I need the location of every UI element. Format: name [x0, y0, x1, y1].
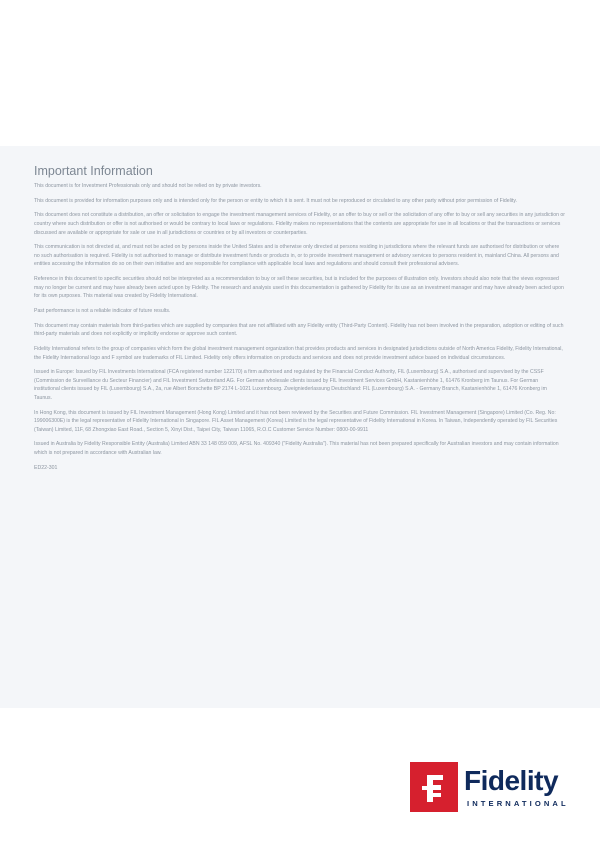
- paragraph: This communication is not directed at, and must not be acted on by persons inside the United States and is otherwise only directed at persons residing in jurisdictions where the relevant funds are authorised for distribution or where no such authorisation is required. Fidelity is not authorised to manage or distribute investment funds or products in, or to provide investment management or advisory services to persons resident in, mainland China. All persons and entities accessing the information do so on their own initiative and are responsible for compliance with applicable local laws and regulations and should consult their professional advisers.: [34, 244, 560, 268]
- paragraph: This document may contain materials from third-parties which are supplied by companies that are not affiliated with any Fidelity entity (Third-Party Content). Fidelity has not been involved in the preparation, adoption or editing of such third-party materials and does not explicitly or implicitly endorse or approve such content.: [34, 322, 564, 338]
- fidelity-logo: [410, 762, 569, 812]
- document-code: ED22-301: [34, 464, 58, 471]
- paragraph: This document does not constitute a distribution, an offer or solicitation to engage the investment management services of Fidelity, or an offer to buy or sell or the solicitation of any offer to buy or sell any securities in any jurisdiction or country where such distribution or offer is not authorised or would be contrary to local laws or regulations. Fidelity makes no representations that the contents are appropriate for use in all locations or that the transactions or services discussed are available or appropriate for sale or use in all jurisdictions or countries or by all investors or counterparties.: [34, 212, 565, 236]
- paragraph: This document is for Investment Professionals only and should not be relied on by private investors.: [34, 183, 262, 189]
- section-heading: Important Information: [34, 164, 153, 178]
- paragraph: Past performance is not a reliable indicator of future results.: [34, 307, 171, 314]
- logo-subtitle: INTERNATIONAL: [467, 799, 569, 808]
- paragraph: Fidelity International refers to the group of companies which form the global investment management organization that provides products and services in designated jurisdictions outside of North America Fidelity, Fidelity International, the Fidelity International logo and F symbol are trademarks of FIL Limited. Fidelity only offers information on products and services and does not provide investment advice based on individual circumstances.: [34, 345, 563, 361]
- paragraph: This document is provided for information purposes only and is intended only for the person or entity to which it is sent. It must not be reproduced or circulated to any other party without prior permission of Fidelity.: [34, 197, 517, 204]
- f-symbol-icon: [410, 762, 458, 812]
- paragraph: In Hong Kong, this document is issued by FIL Investment Management (Hong Kong) Limited and it has not been reviewed by the Securities and Future Commission. FIL Investment Management (Singapore) Limited (Co. Reg. No: 199006300E) is the legal representative of Fidelity International in Singapore. FIL Asset Management (Korea) Limited is the legal representative of Fidelity International in Korea. In Taiwan, Independently operated by FIL Securities (Taiwan) Limited, 11F, 68 Zhongxiao East Road., Section 5, Xinyi Dist., Taipei City, Taiwan 11065, R.O.C Customer Service Number: 0800-00-9911: [34, 409, 558, 433]
- paragraph: Reference in this document to specific securities should not be interpreted as a recommendation to buy or sell these securities, but is included for the purposes of illustration only. Investors should also note that the views expressed may no longer be current and may have already been acted upon by Fidelity. The research and analysis used in this documentation is gathered by Fidelity for its use as an investment manager and may have already been acted upon for its own purposes. This material was created by Fidelity International.: [34, 276, 564, 300]
- logo-wordmark: Fidelity: [464, 765, 559, 796]
- paragraph: Issued in Europe: Issued by FIL Investments International (FCA registered number 122170) a firm authorised and regulated by the Financial Conduct Authority, FIL (Luxembourg) S.A., authorised and supervised by the CSSF (Commission de Surveillance du Secteur Financier) and FIL Investment Switzerland AG. For German wholesale clients issued by FIL Investment Services GmbH, Kastanienhöhe 1, 61476 Kronberg im Taunus. For German institutional clients issued by FIL (Luxembourg) S.A., 2a, rue Albert Borschette BP 2174 L-1021 Luxembourg. Zweigniederlassung Deutschland: FIL (Luxembourg) S.A. - Germany Branch, Kastanienhöhe 1, 61476 Kronberg im Taunus.: [34, 369, 547, 401]
- important-information-section: [34, 164, 565, 478]
- paragraph: Issued in Australia by Fidelity Responsible Entity (Australia) Limited ABN 33 148 059 009, AFSL No. 409340 ("Fidelity Australia"). This material has not been prepared specifically for Australian investors and may contain information which is not prepared in accordance with Australian law.: [34, 441, 559, 456]
